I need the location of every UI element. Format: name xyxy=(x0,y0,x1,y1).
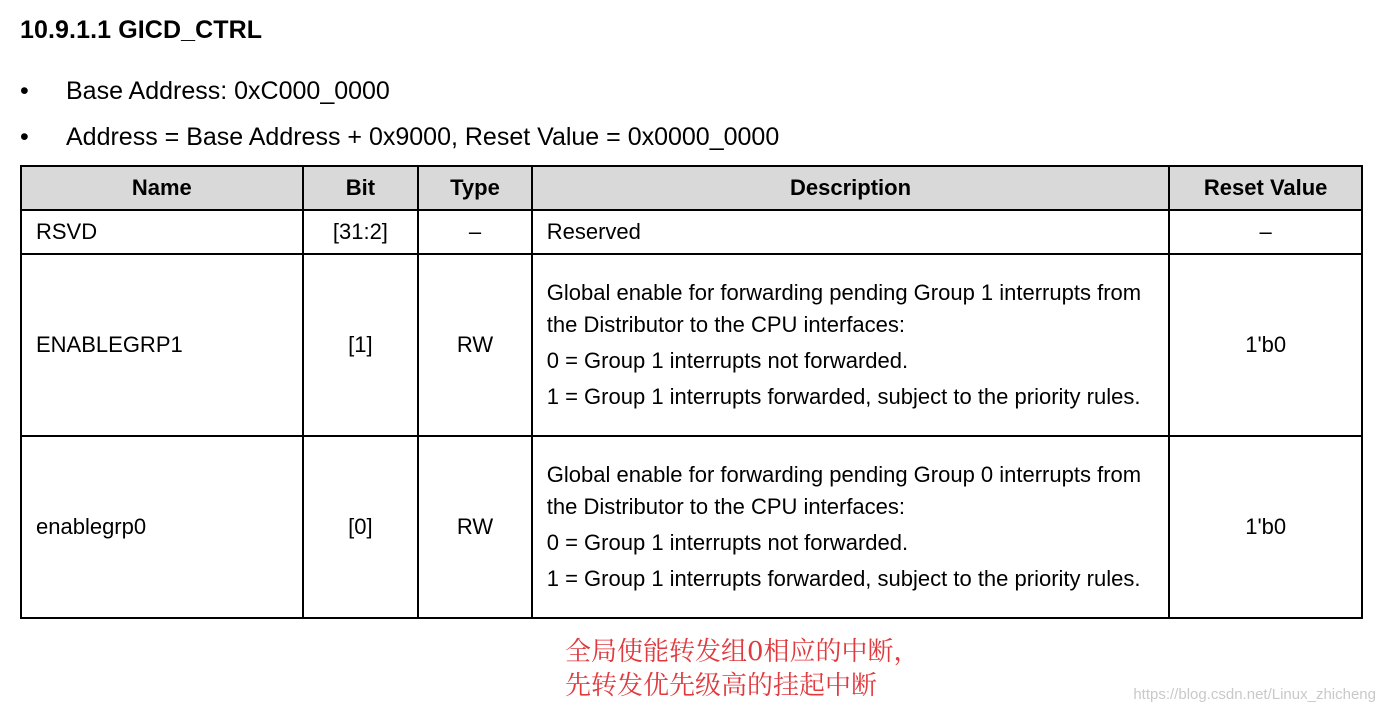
cell-type: – xyxy=(418,210,532,254)
header-name: Name xyxy=(21,166,303,210)
cell-description xyxy=(532,436,1170,618)
description-line: 1 = Group 1 interrupts forwarded, subject to the priority rules. xyxy=(546,384,1141,409)
cell-name: ENABLEGRP1 xyxy=(21,254,303,436)
bullet-dot-icon: • xyxy=(20,123,29,151)
bullet-dot-icon: • xyxy=(20,77,29,105)
table-row xyxy=(21,436,1362,618)
table-header-row xyxy=(21,166,1362,210)
description-line: 1 = Group 1 interrupts forwarded, subject to the priority rules. xyxy=(546,566,1141,591)
cell-bit: [0] xyxy=(303,436,419,618)
register-table xyxy=(20,165,1363,619)
header-reset-value: Reset Value xyxy=(1169,166,1362,210)
table-row xyxy=(21,210,1362,254)
bullet-address-reset xyxy=(20,122,779,152)
cell-bit: [31:2] xyxy=(303,210,419,254)
cell-reset-value: 1'b0 xyxy=(1169,254,1362,436)
cell-reset-value: – xyxy=(1169,210,1362,254)
description-line: 0 = Group 1 interrupts not forwarded. xyxy=(546,348,909,373)
table-row xyxy=(21,254,1362,436)
description-line: 0 = Group 1 interrupts not forwarded. xyxy=(546,530,909,555)
cell-reset-value: 1'b0 xyxy=(1169,436,1362,618)
annotation-line: 先转发优先级高的挂起中断 xyxy=(565,671,878,701)
cell-bit: [1] xyxy=(303,254,419,436)
cell-name: RSVD xyxy=(21,210,303,254)
cell-type: RW xyxy=(418,436,532,618)
annotation-line: 全局使能转发组0相应的中断， xyxy=(565,637,920,667)
section-title: 10.9.1.1 GICD_CTRL xyxy=(20,16,263,44)
watermark: https://blog.csdn.net/Linux_zhicheng xyxy=(1133,686,1376,703)
cell-name: enablegrp0 xyxy=(21,436,303,618)
bullet-text: Base Address: 0xC000_0000 xyxy=(66,77,390,105)
description-line: Global enable for forwarding pending Group 0 interrupts from the Distributor to the CPU interfaces: xyxy=(546,462,1142,519)
annotation-note xyxy=(565,635,920,703)
header-bit: Bit xyxy=(303,166,419,210)
cell-description: Reserved xyxy=(532,210,1170,254)
description-line: Global enable for forwarding pending Group 1 interrupts from the Distributor to the CPU interfaces: xyxy=(546,280,1142,337)
cell-description xyxy=(532,254,1170,436)
bullet-base-address xyxy=(20,76,390,106)
bullet-text: Address = Base Address + 0x9000, Reset Value = 0x0000_0000 xyxy=(66,123,780,151)
cell-type: RW xyxy=(418,254,532,436)
header-description: Description xyxy=(532,166,1170,210)
header-type: Type xyxy=(418,166,532,210)
